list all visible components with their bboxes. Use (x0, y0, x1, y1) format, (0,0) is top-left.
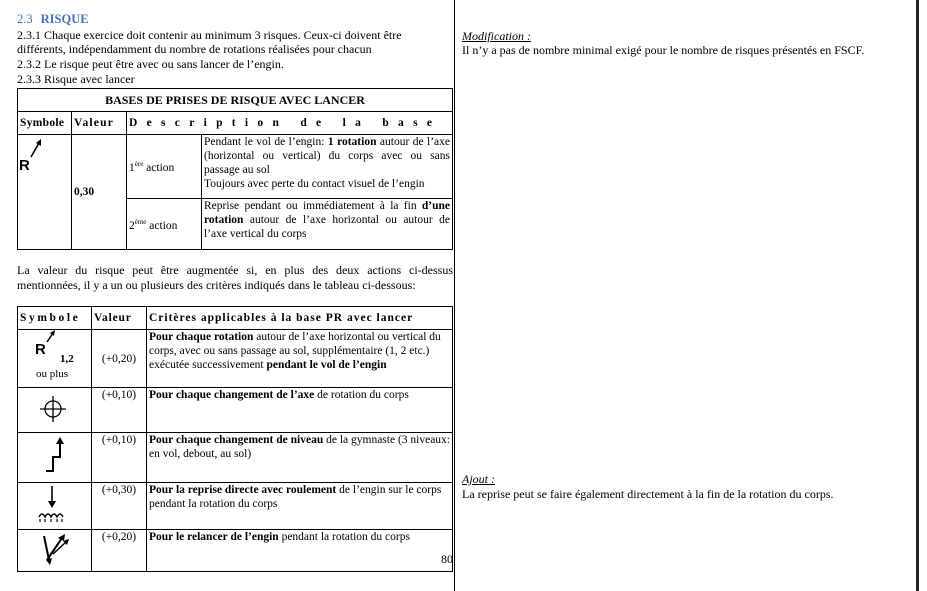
table-row (18, 330, 453, 388)
table1-action2-description (202, 198, 453, 249)
row3-criteria (147, 433, 453, 483)
row4-bold-a: Pour la reprise directe avec roulement (149, 484, 337, 496)
margin-note-ajout-title: Ajout : (462, 472, 495, 486)
margin-note-modification-text: Il n’y a pas de nombre minimal exigé pour le nombre de risques présentés en FSCF. (462, 43, 865, 57)
row1-criteria (147, 330, 453, 388)
table1-symbol-cell (18, 135, 72, 250)
section-heading (17, 12, 89, 27)
row3-bold-a: Pour chaque changement de niveau (149, 434, 324, 446)
desc1-a: Pendant le vol de l’engin: (204, 136, 328, 148)
table1-header-description: Description de la base (127, 112, 453, 135)
table-row (18, 388, 453, 433)
row5-criteria (147, 530, 453, 572)
desc1-c: autour de l’axe (horizontal ou vertical) du corps avec ou sans passage au sol (204, 136, 450, 176)
risk-subscript: 1,2 (60, 353, 74, 365)
desc2-b: d’une rotation (204, 199, 450, 226)
action1-number: 1 (129, 162, 135, 175)
risk-letter: R (19, 157, 30, 174)
crosshair-icon (18, 388, 87, 428)
desc1-d: Toujours avec perte du contact visuel de l’engin (204, 178, 425, 190)
rethrow-arrows-icon (18, 530, 87, 567)
risk-rotation-icon (18, 330, 87, 383)
row4-criteria (147, 483, 453, 530)
action2-number: 2 (129, 219, 135, 232)
table1-action1-description (202, 135, 453, 199)
action1-sup: ère (134, 160, 144, 169)
row1-bold-b: pendant le vol de l’engin (266, 359, 387, 371)
action2-word: action (149, 219, 178, 232)
desc1-b: 1 rotation (327, 136, 377, 148)
margin-note-ajout-text: La reprise peut se faire également directement à la fin de la rotation du corps. (462, 487, 834, 501)
paragraph-231-line2: différents, indépendamment du nombre de rotations réalisées pour chacun (17, 42, 372, 56)
table1-action1 (127, 135, 202, 199)
desc2-a: Reprise pendant ou immédiatement à la fin (204, 199, 422, 212)
action2-sup: ème (134, 217, 147, 226)
table1-header-valeur: Valeur (72, 112, 127, 135)
table2-header-criteres: Critères applicables à la base PR avec lancer (147, 307, 453, 330)
column-divider (454, 0, 455, 591)
paragraph-233: 2.3.3 Risque avec lancer (17, 72, 135, 86)
table1-title: BASES DE PRISES DE RISQUE AVEC LANCER (18, 89, 453, 112)
table-row (18, 433, 453, 483)
action1-word: action (146, 162, 175, 175)
row3-symbol-cell (18, 433, 92, 483)
roll-arrow-icon (18, 483, 87, 525)
row1-bold-a: Pour chaque rotation (149, 331, 254, 343)
row4-text-a: de l’engin sur le corps pendant la rotation du corps (149, 484, 442, 510)
row5-symbol-cell (18, 530, 92, 572)
row5-text-a: pendant la rotation du corps (278, 531, 410, 543)
row3-value: (+0,10) (92, 433, 147, 483)
table1-value: 0,30 (72, 135, 127, 250)
risk-base-table (17, 88, 453, 250)
paragraph-231-line1: 2.3.1 Chaque exercice doit contenir au minimum 3 risques. Ceux-ci doivent être (17, 28, 402, 42)
desc2-c: autour de l’axe horizontal ou autour de l’axe vertical du corps (204, 213, 450, 240)
row3-text-a: de la gymnaste (3 niveaux: en vol, debout, au sol) (149, 434, 450, 460)
table1-action2 (127, 198, 202, 249)
row2-text-a: de rotation du corps (314, 389, 409, 401)
row4-value: (+0,30) (92, 483, 147, 530)
risk-letter: R (35, 341, 46, 358)
row5-value: (+0,20) (92, 530, 147, 572)
page-number: 80 (441, 552, 453, 566)
row2-bold-a: Pour chaque changement de l’axe (149, 389, 315, 401)
table2-header-symbole: Symbole (18, 307, 92, 330)
paragraph-232: 2.3.2 Le risque peut être avec ou sans lancer de l’engin. (17, 57, 284, 71)
margin-note-modification-title: Modification : (462, 29, 531, 43)
table-row (18, 530, 453, 572)
table-row (18, 483, 453, 530)
section-title: RISQUE (40, 12, 89, 26)
risk-rotation-icon (18, 135, 67, 245)
row2-value: (+0,10) (92, 388, 147, 433)
risk-note: ou plus (36, 368, 69, 380)
window-edge (916, 0, 927, 591)
middle-paragraph: La valeur du risque peut être augmentée si, en plus des deux actions ci-dessus mentionnées, il y a un ou plusieurs des critères indiqués dans le tableau ci-dessous: (17, 263, 453, 292)
row5-bold-a: Pour le relancer de l’engin (149, 531, 279, 543)
row2-symbol-cell (18, 388, 92, 433)
row1-text-a: autour de l’axe horizontal ou vertical du corps, avec ou sans passage au sol, supplémentaire (1, 2 etc.) exécutée successivement (149, 331, 441, 371)
level-change-arrow-icon (18, 433, 87, 478)
table1-header-symbole: Symbole (18, 112, 72, 135)
section-number: 2.3 (17, 12, 33, 26)
table2-header-valeur: Valeur (92, 307, 147, 330)
row2-criteria (147, 388, 453, 433)
row1-symbol-cell (18, 330, 92, 388)
row1-value: (+0,20) (92, 330, 147, 388)
criteria-table (17, 306, 453, 572)
row4-symbol-cell (18, 483, 92, 530)
